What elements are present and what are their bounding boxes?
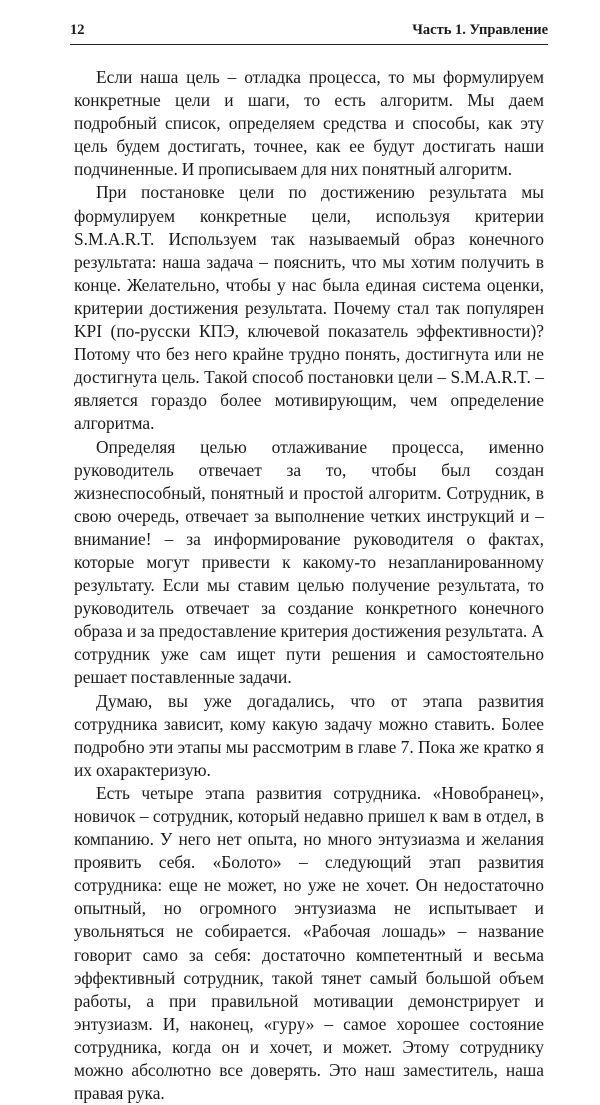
paragraph: Определяя целью отлаживание процесса, именно руководитель отвечает за то, чтобы был создан жизнеспособный, понятный и простой алгоритм. Сотрудник, в свою очередь, отвечает за выполнение четких инструкций и – внимание! – за информирование руководителя о фактах, которые могут привести к какому-то незапланированному результату. Если мы ставим целью получение результата, то руководитель отвечает за создание конкретного конечного образа и за предоставление критерия достижения результата. А сотрудник уже сам ищет пути решения и самостоятельно решает поставленные задачи.	[74, 436, 544, 688]
paragraph: Думаю, вы уже догадались, что от этапа развития сотрудника зависит, кому какую задачу можно ставить. Более подробно эти этапы мы рассмотрим в главе 7. Пока же кратко я их охарактеризую.	[74, 690, 544, 780]
paragraph: Есть четыре этапа развития сотрудника. «Новобранец», новичок – сотрудник, который недавно пришел к вам в отдел, в компанию. У него нет опыта, но много энтузиазма и желания проявить себя. «Болото» – следующий этап развития сотрудника: еще не может, но уже не хочет. Он недостаточно опытный, но огромного энтузиазма не испытывает и увольняться не собирается. «Рабочая лошадь» – название говорит само за себя: достаточно компетентный и весьма эффективный сотрудник, такой тянет самый большой объем работы, а при правильной мотивации демонстрирует и энтузиазм. И, наконец, «гуру» – самое хорошее состояние сотрудника, когда он и хочет, и может. Этому сотруднику можно абсолютно все доверять. Это наш заместитель, наша правая рука.	[74, 782, 544, 1104]
page-number: 12	[70, 22, 85, 38]
page-header	[70, 20, 548, 45]
running-title: Часть 1. Управление	[412, 22, 548, 38]
paragraph: При постановке цели по достижению результата мы формулируем конкретные цели, используя критерии S.M.A.R.T. Используем так называемый образ конечного результата: наша задача – пояснить, что мы хотим получить в конце. Желательно, чтобы у нас была единая система оценки, критерии достижения результата. Почему стал так популярен KPI (по-русски КПЭ, ключевой показатель эффективности)? Потому что без него крайне трудно понять, достигнута или не достигнута цель. Такой способ постановки цели – S.M.A.R.T. – является гораздо более мотивирующим, чем определение алгоритма.	[74, 182, 544, 434]
paragraph: Если наша цель – отладка процесса, то мы формулируем конкретные цели и шаги, то есть алгоритм. Мы даем подробный список, определяем средства и способы, как эту цель будем достигать, точнее, как ее будут достигать наши подчиненные. И прописываем для них понятный алгоритм.	[74, 67, 544, 180]
body-text	[74, 66, 544, 1105]
